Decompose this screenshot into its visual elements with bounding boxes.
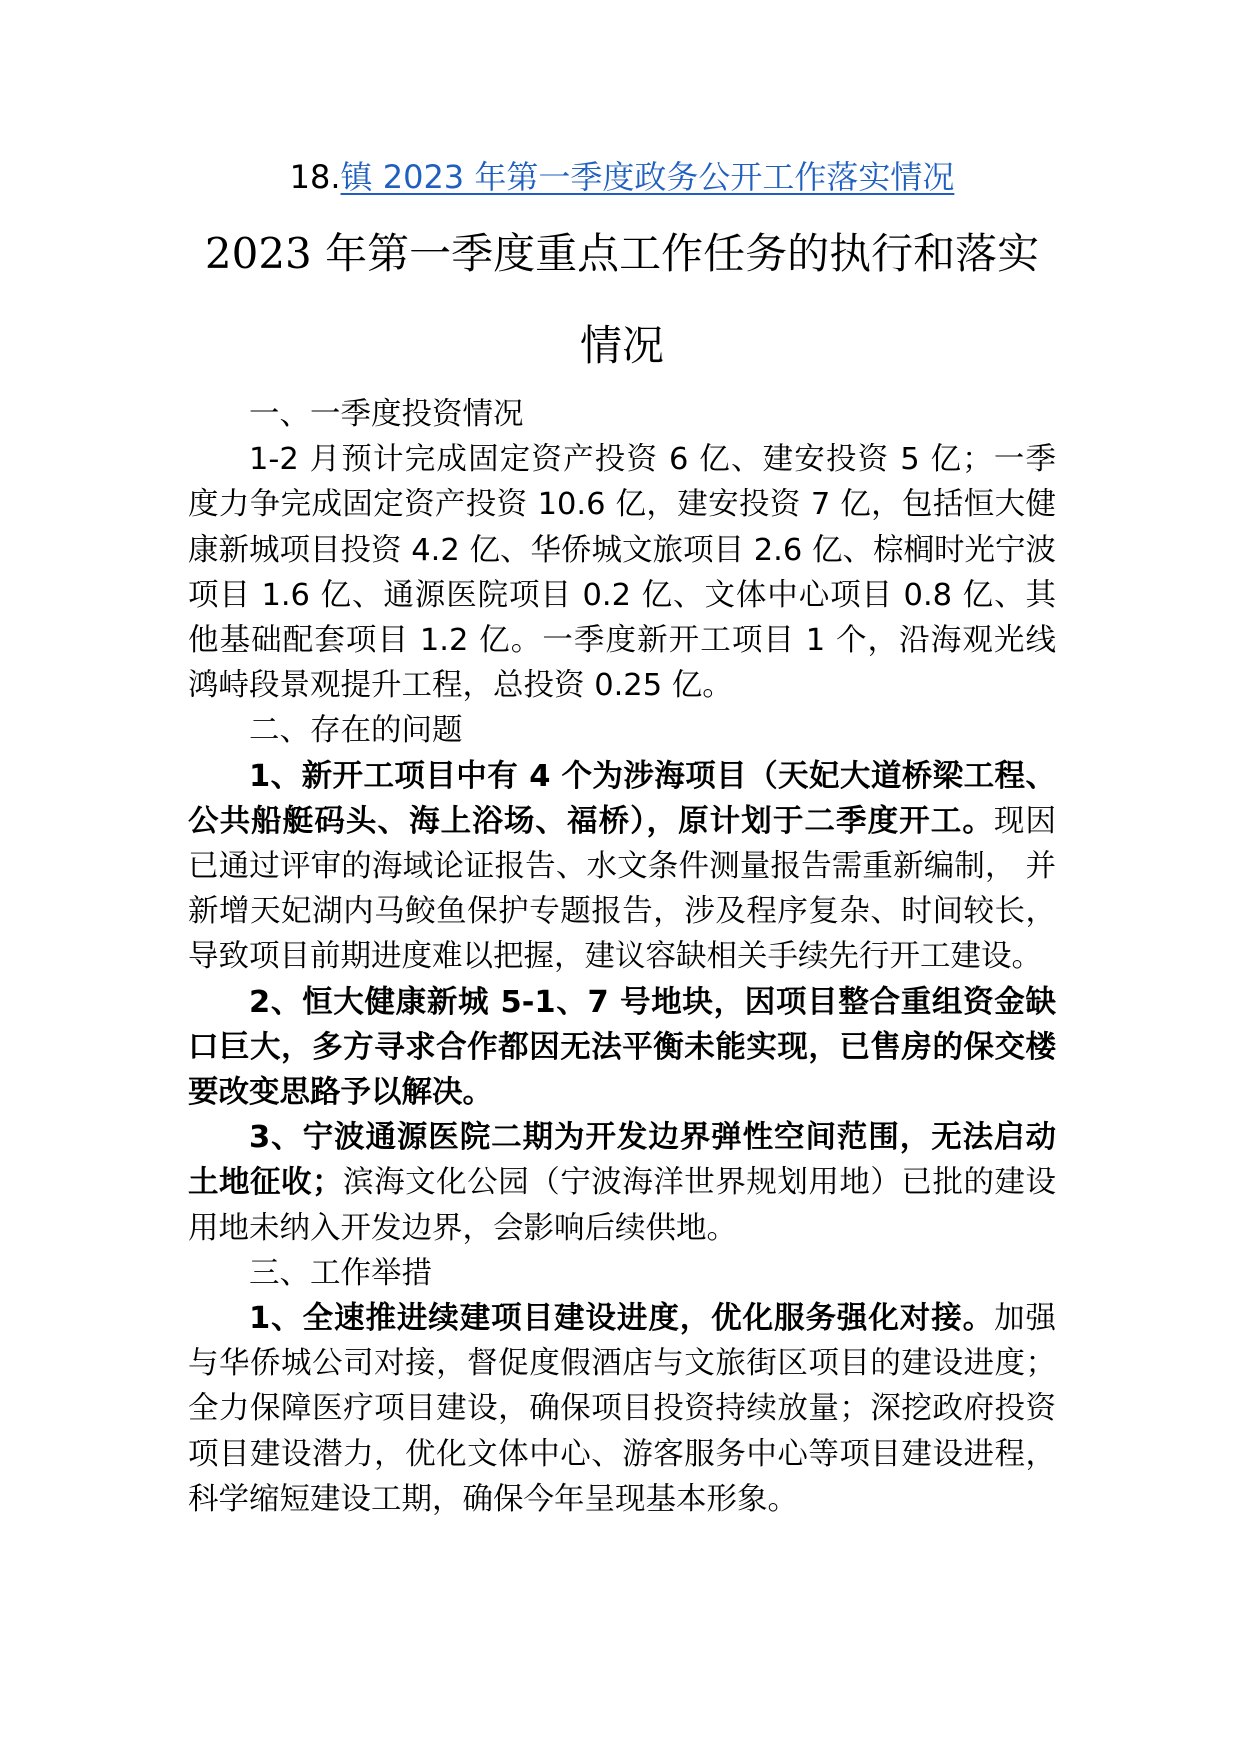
section-heading-problems: 二、存在的问题 — [249, 713, 463, 749]
problem-1-lead: 1、新开工项目中有 4 个为涉海项目（天妃大道桥梁工程、公共船艇码头、海上浴场、福桥），原计划于二季度开工。 — [188, 758, 1056, 839]
problem-2-lead: 2、恒大健康新城 5-1、7 号地块，因项目整合重组资金缺口巨大，多方寻求合作都因无法平衡未能实现，已售房的保交楼要改变思路予以解决。 — [188, 984, 1056, 1111]
header-link[interactable]: 镇 2023 年第一季度政务公开工作落实情况 — [340, 158, 955, 196]
section-heading-investment: 一、一季度投资情况 — [249, 397, 524, 432]
paragraph-measure-1 — [188, 1296, 1056, 1522]
document-header — [188, 150, 1056, 204]
paragraph-problem-2 — [188, 980, 1056, 1116]
paragraph-problem-1 — [188, 754, 1056, 980]
problem-1-text: 现因已通过评审的海域论证报告、水文条件测量报告需重新编制， 并新增天妃湖内马鲛鱼保护专题报告，涉及程序复杂、时间较长，导致项目前期进度难以把握，建议容缺相关手续先行开工建设。 — [188, 803, 1057, 975]
paragraph-problem-3 — [188, 1115, 1056, 1251]
measure-1-lead: 1、全速推进续建项目建设进度，优化服务强化对接。 — [249, 1301, 995, 1337]
problem-3-text: 滨海文化公园（宁波海洋世界规划用地）已批的建设用地未纳入开发边界，会影响后续供地。 — [188, 1165, 1057, 1246]
measure-1-text: 加强与华侨城公司对接，督促度假酒店与文旅街区项目的建设进度；全力保障医疗项目建设，确保项目投资持续放量；深挖政府投资项目建设潜力，优化文体中心、游客服务中心等项目建设进程，科学缩短建设工期，确保今年呈现基本形象。 — [188, 1301, 1056, 1517]
section-heading-measures: 三、工作举措 — [249, 1255, 432, 1291]
paragraph-investment: 1-2 月预计完成固定资产投资 6 亿、建安投资 5 亿；一季度力争完成固定资产投资 10.6 亿，建安投资 7 亿，包括恒大健康新城项目投资 4.2 亿、华侨城文旅项目 2.6 亿、棕榈时光宁波项目 1.6 亿、通源医院项目 0.2 亿、文体中心项目 0.8 亿、其他基础配套项目 1.2 亿。一季度新开工项目 1 个，沿海观光线鸿峙段景观提升工程，总投资 0.25 亿。 — [188, 442, 1056, 704]
document-title: 2023 年第一季度重点工作任务的执行和落实情况 — [204, 229, 1040, 370]
problem-3-lead: 3、宁波通源医院二期为开发边界弹性空间范围，无法启动土地征收； — [188, 1120, 1056, 1201]
document-page — [188, 150, 1056, 1522]
header-prefix: 18. — [289, 158, 341, 196]
